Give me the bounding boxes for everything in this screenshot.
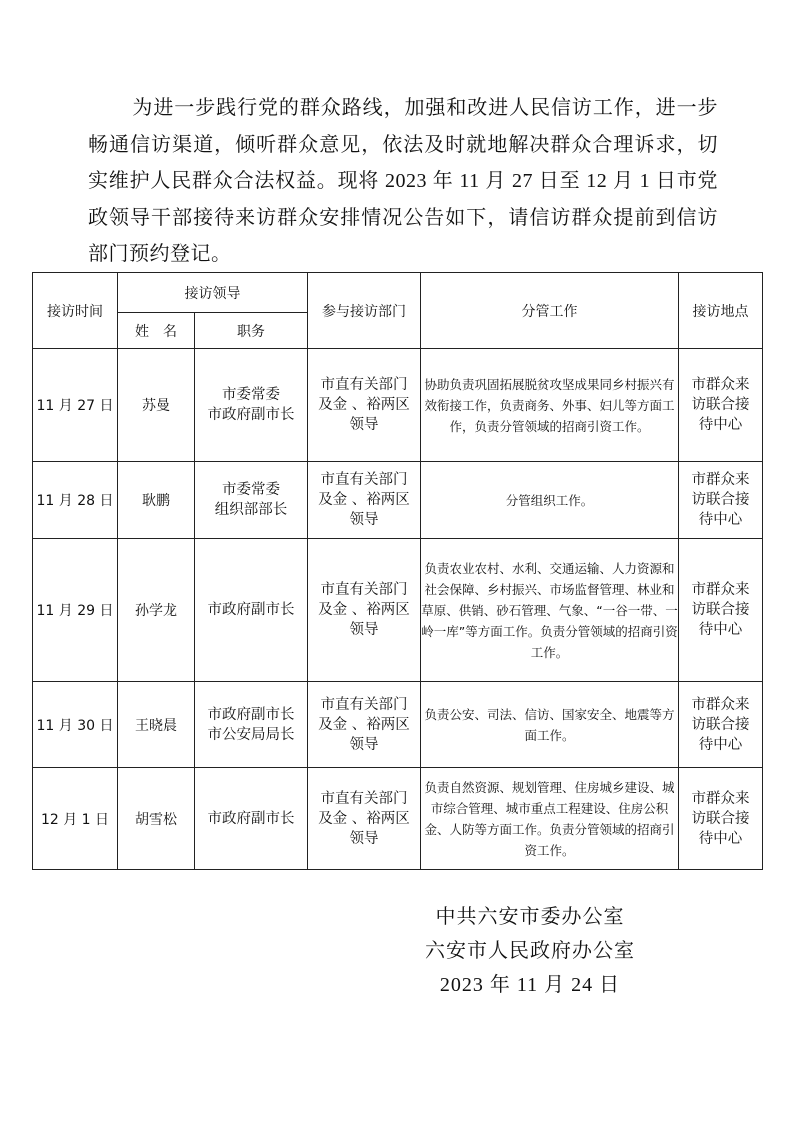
cell-dept xyxy=(308,682,421,768)
cell-work: 协助负责巩固拓展脱贫攻坚成果同乡村振兴有效衔接工作，负责商务、外事、妇儿等方面工作，负责分管领域的招商引资工作。 xyxy=(421,349,679,462)
signature-org-government: 六安市人民政府办公室 xyxy=(425,940,635,962)
table-row xyxy=(33,539,763,682)
location-text: 市群众来 访联合接 待中心 xyxy=(691,790,750,847)
dept-text: 市直有关部门 及金 、裕两区 领导 xyxy=(318,790,410,847)
cell-position xyxy=(195,462,308,539)
position-text: 市委常委 市政府副市长 xyxy=(207,387,295,423)
cell-position xyxy=(195,682,308,768)
dept-text: 市直有关部门 及金 、裕两区 领导 xyxy=(318,696,410,753)
header-position: 职务 xyxy=(195,313,308,349)
table-row xyxy=(33,462,763,539)
cell-name: 胡雪松 xyxy=(118,768,195,870)
intro-text: 为进一步践行党的群众路线，加强和改进人民信访工作，进一步畅通信访渠道，倾听群众意见，依法及时就地解决群众合理诉求，切实维护人民群众合法权益。现将 2023 年 11 月 27 日至 12 月 1 日市党政领导干部接待来访群众安排情况公告如下，请信访群众提前到信访部门预约登记。 xyxy=(88,97,718,265)
cell-date: 11 月 30 日 xyxy=(33,682,118,768)
position-text: 市政府副市长 xyxy=(207,602,295,618)
signature-date: 2023 年 11 月 24 日 xyxy=(439,974,621,996)
cell-name: 苏曼 xyxy=(118,349,195,462)
cell-location xyxy=(679,682,763,768)
cell-date: 11 月 27 日 xyxy=(33,349,118,462)
table-row xyxy=(33,682,763,768)
cell-work: 分管组织工作。 xyxy=(421,462,679,539)
header-location: 接访地点 xyxy=(679,273,763,349)
dept-text: 市直有关部门 及金 、裕两区 领导 xyxy=(318,472,410,528)
position-text: 市政府副市长 xyxy=(207,810,295,827)
cell-dept xyxy=(308,539,421,682)
cell-date: 11 月 28 日 xyxy=(33,462,118,539)
cell-location xyxy=(679,462,763,539)
cell-name: 耿鹏 xyxy=(118,462,195,539)
location-text: 市群众来 访联合接 待中心 xyxy=(691,696,750,753)
intro-paragraph xyxy=(88,90,718,273)
table-row xyxy=(33,349,763,462)
header-name: 姓 名 xyxy=(118,313,195,349)
cell-date: 11 月 29 日 xyxy=(33,539,118,682)
header-dept: 参与接访部门 xyxy=(308,273,421,349)
cell-work: 负责农业农村、水利、交通运输、人力资源和社会保障、乡村振兴、市场监督管理、林业和草原、供销、砂石管理、气象、“一谷一带、一岭一库”等方面工作。负责分管领域的招商引资工作。 xyxy=(421,539,679,682)
cell-dept xyxy=(308,768,421,870)
position-text: 市政府副市长 市公安局局长 xyxy=(207,706,295,743)
table-header-row xyxy=(33,273,763,313)
location-text: 市群众来 访联合接 待中心 xyxy=(691,377,750,433)
location-text: 市群众来 访联合接 待中心 xyxy=(691,472,750,528)
header-work: 分管工作 xyxy=(421,273,679,349)
cell-position xyxy=(195,349,308,462)
cell-dept xyxy=(308,462,421,539)
cell-work: 负责自然资源、规划管理、住房城乡建设、城市综合管理、城市重点工程建设、住房公积金、人防等方面工作。负责分管领域的招商引资工作。 xyxy=(421,768,679,870)
cell-location xyxy=(679,349,763,462)
table-row xyxy=(33,768,763,870)
cell-date: 12 月 1 日 xyxy=(33,768,118,870)
dept-text: 市直有关部门 及金 、裕两区 领导 xyxy=(318,582,410,638)
cell-work: 负责公安、司法、信访、国家安全、地震等方面工作。 xyxy=(421,682,679,768)
location-text: 市群众来 访联合接 待中心 xyxy=(691,582,750,638)
dept-text: 市直有关部门 及金 、裕两区 领导 xyxy=(318,377,410,433)
cell-name: 孙学龙 xyxy=(118,539,195,682)
signature-block xyxy=(400,900,660,1002)
position-text: 市委常委 组织部部长 xyxy=(214,482,288,518)
cell-name: 王晓晨 xyxy=(118,682,195,768)
cell-location xyxy=(679,539,763,682)
reception-schedule-table xyxy=(32,272,763,870)
cell-position xyxy=(195,768,308,870)
header-date: 接访时间 xyxy=(33,273,118,349)
header-leader-group: 接访领导 xyxy=(118,273,308,313)
cell-position xyxy=(195,539,308,682)
cell-location xyxy=(679,768,763,870)
cell-dept xyxy=(308,349,421,462)
signature-org-party: 中共六安市委办公室 xyxy=(435,906,625,928)
